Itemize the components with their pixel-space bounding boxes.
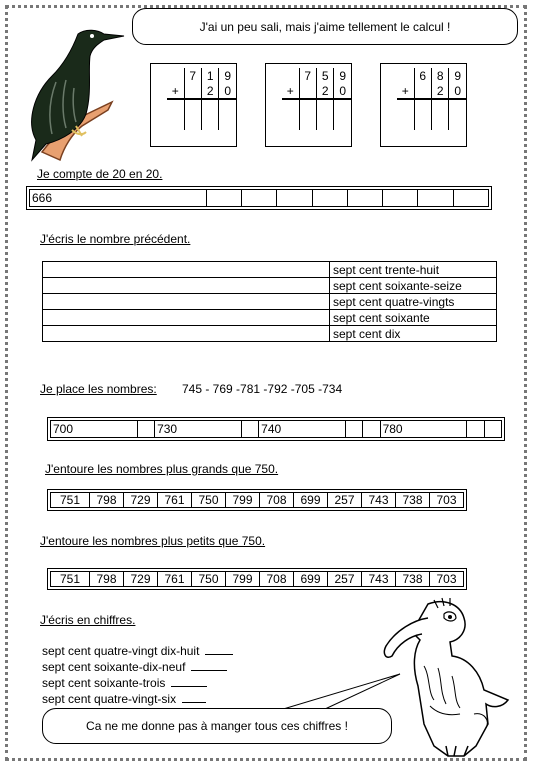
count-title: Je compte de 20 en 20. [37, 167, 163, 181]
number-cell[interactable]: 729 [124, 572, 158, 587]
table-row [43, 294, 497, 310]
number-cell[interactable]: 703 [430, 493, 464, 508]
answer-blank[interactable] [205, 654, 233, 655]
digit: 0 [449, 83, 466, 99]
plus-sign: + [401, 83, 409, 98]
number-cell[interactable]: 750 [192, 572, 226, 587]
place-cell[interactable]: 740 [259, 421, 346, 438]
answer-cell[interactable] [167, 99, 184, 130]
digit: 2 [431, 83, 448, 99]
number-words: sept cent trente-huit [330, 262, 497, 278]
place-cell[interactable]: 730 [155, 421, 242, 438]
digit: 2 [201, 83, 218, 99]
number-cell[interactable]: 761 [158, 493, 192, 508]
answer-cell[interactable] [43, 278, 330, 294]
digit: 7 [184, 68, 201, 83]
addition-box-3 [380, 63, 467, 147]
number-words: sept cent quatre-vingts [330, 294, 497, 310]
previous-title: J'écris le nombre précédent. [40, 232, 191, 246]
addition-box-2 [265, 63, 352, 147]
bottom-speech-text: Ca ne me donne pas à manger tous ces chiffres ! [86, 719, 348, 733]
number-cell[interactable]: 799 [226, 493, 260, 508]
digit: 1 [201, 68, 218, 83]
place-cell[interactable] [241, 421, 258, 438]
table-row [43, 278, 497, 294]
number-cell[interactable]: 729 [124, 493, 158, 508]
place-strip [47, 417, 505, 441]
count-cell[interactable] [277, 190, 312, 207]
top-speech-bubble [132, 8, 518, 45]
place-numbers: 745 - 769 -781 -792 -705 -734 [182, 382, 343, 396]
number-words: sept cent soixante-seize [330, 278, 497, 294]
place-cell[interactable]: 780 [380, 421, 467, 438]
number-cell[interactable]: 798 [90, 572, 124, 587]
number-cell[interactable]: 738 [396, 493, 430, 508]
table-row [43, 326, 497, 342]
answer-cell[interactable] [219, 99, 236, 130]
plus-sign: + [171, 83, 179, 98]
list-item: sept cent quatre-vingt dix-huit [42, 643, 233, 659]
answer-cell[interactable] [282, 99, 299, 130]
addition-box-1 [150, 63, 237, 147]
top-speech-text: J'ai un peu sali, mais j'aime tellement le calcul ! [199, 19, 451, 34]
number-cell[interactable]: 798 [90, 493, 124, 508]
number-cell[interactable]: 799 [226, 572, 260, 587]
answer-cell[interactable] [43, 326, 330, 342]
count-cell[interactable]: 666 [30, 190, 207, 207]
answer-cell[interactable] [201, 99, 218, 130]
number-cell[interactable]: 751 [51, 493, 90, 508]
answer-cell[interactable] [43, 310, 330, 326]
previous-table [42, 261, 497, 342]
count-cell[interactable] [241, 190, 276, 207]
number-cell[interactable]: 743 [362, 493, 396, 508]
digit: 9 [449, 68, 466, 83]
answer-cell[interactable] [43, 262, 330, 278]
list-item: sept cent soixante-trois [42, 675, 233, 691]
number-cell[interactable]: 708 [260, 572, 294, 587]
list-item: sept cent quatre-vingt-six [42, 691, 233, 707]
answer-cell[interactable] [184, 99, 201, 130]
place-title: Je place les nombres: [40, 382, 157, 396]
count-cell[interactable] [347, 190, 382, 207]
smaller-strip [47, 568, 467, 590]
digit: 7 [299, 68, 316, 83]
count-strip [26, 186, 492, 210]
cormorant-bird-illustration [12, 22, 127, 162]
digit: 8 [431, 68, 448, 83]
table-row [43, 262, 497, 278]
number-words: sept cent dix [330, 326, 497, 342]
number-cell[interactable]: 257 [328, 572, 362, 587]
number-cell[interactable]: 699 [294, 572, 328, 587]
count-cell[interactable] [206, 190, 241, 207]
answer-blank[interactable] [182, 702, 206, 703]
digit: 2 [316, 83, 333, 99]
answer-cell[interactable] [431, 99, 448, 130]
greater-strip [47, 489, 467, 511]
table-row [43, 310, 497, 326]
number-cell[interactable]: 699 [294, 493, 328, 508]
number-cell[interactable]: 743 [362, 572, 396, 587]
digit: 5 [316, 68, 333, 83]
plus-sign: + [286, 83, 294, 98]
count-cell[interactable] [418, 190, 453, 207]
count-cell[interactable] [312, 190, 347, 207]
number-cell[interactable]: 738 [396, 572, 430, 587]
digit: 0 [334, 83, 351, 99]
place-cell[interactable] [137, 421, 154, 438]
number-cell[interactable]: 257 [328, 493, 362, 508]
number-cell[interactable]: 708 [260, 493, 294, 508]
answer-cell[interactable] [299, 99, 316, 130]
digit: 6 [414, 68, 431, 83]
answer-blank[interactable] [191, 670, 227, 671]
greater-title: J'entoure les nombres plus grands que 750. [45, 462, 279, 476]
smaller-title: J'entoure les nombres plus petits que 750. [40, 534, 266, 548]
number-cell[interactable]: 751 [51, 572, 90, 587]
answer-blank[interactable] [171, 686, 207, 687]
count-cell[interactable] [453, 190, 488, 207]
digit: 0 [219, 83, 236, 99]
digits-list [42, 643, 233, 707]
count-cell[interactable] [383, 190, 418, 207]
answer-cell[interactable] [397, 99, 414, 130]
number-cell[interactable]: 750 [192, 493, 226, 508]
digit: 9 [219, 68, 236, 83]
list-item: sept cent soixante-dix-neuf [42, 659, 233, 675]
place-cell[interactable] [363, 421, 380, 438]
number-cell[interactable]: 761 [158, 572, 192, 587]
number-words: sept cent soixante [330, 310, 497, 326]
number-cell[interactable]: 703 [430, 572, 464, 587]
digit: 9 [334, 68, 351, 83]
place-cell[interactable]: 700 [51, 421, 138, 438]
place-cell[interactable] [345, 421, 362, 438]
bottom-speech-bubble [42, 708, 392, 744]
answer-cell[interactable] [414, 99, 431, 130]
answer-cell[interactable] [334, 99, 351, 130]
place-cell[interactable] [467, 421, 484, 438]
answer-cell[interactable] [449, 99, 466, 130]
vulture-bird-illustration [368, 596, 518, 760]
place-cell[interactable] [484, 421, 501, 438]
answer-cell[interactable] [316, 99, 333, 130]
digits-title: J'écris en chiffres. [40, 613, 136, 627]
answer-cell[interactable] [43, 294, 330, 310]
